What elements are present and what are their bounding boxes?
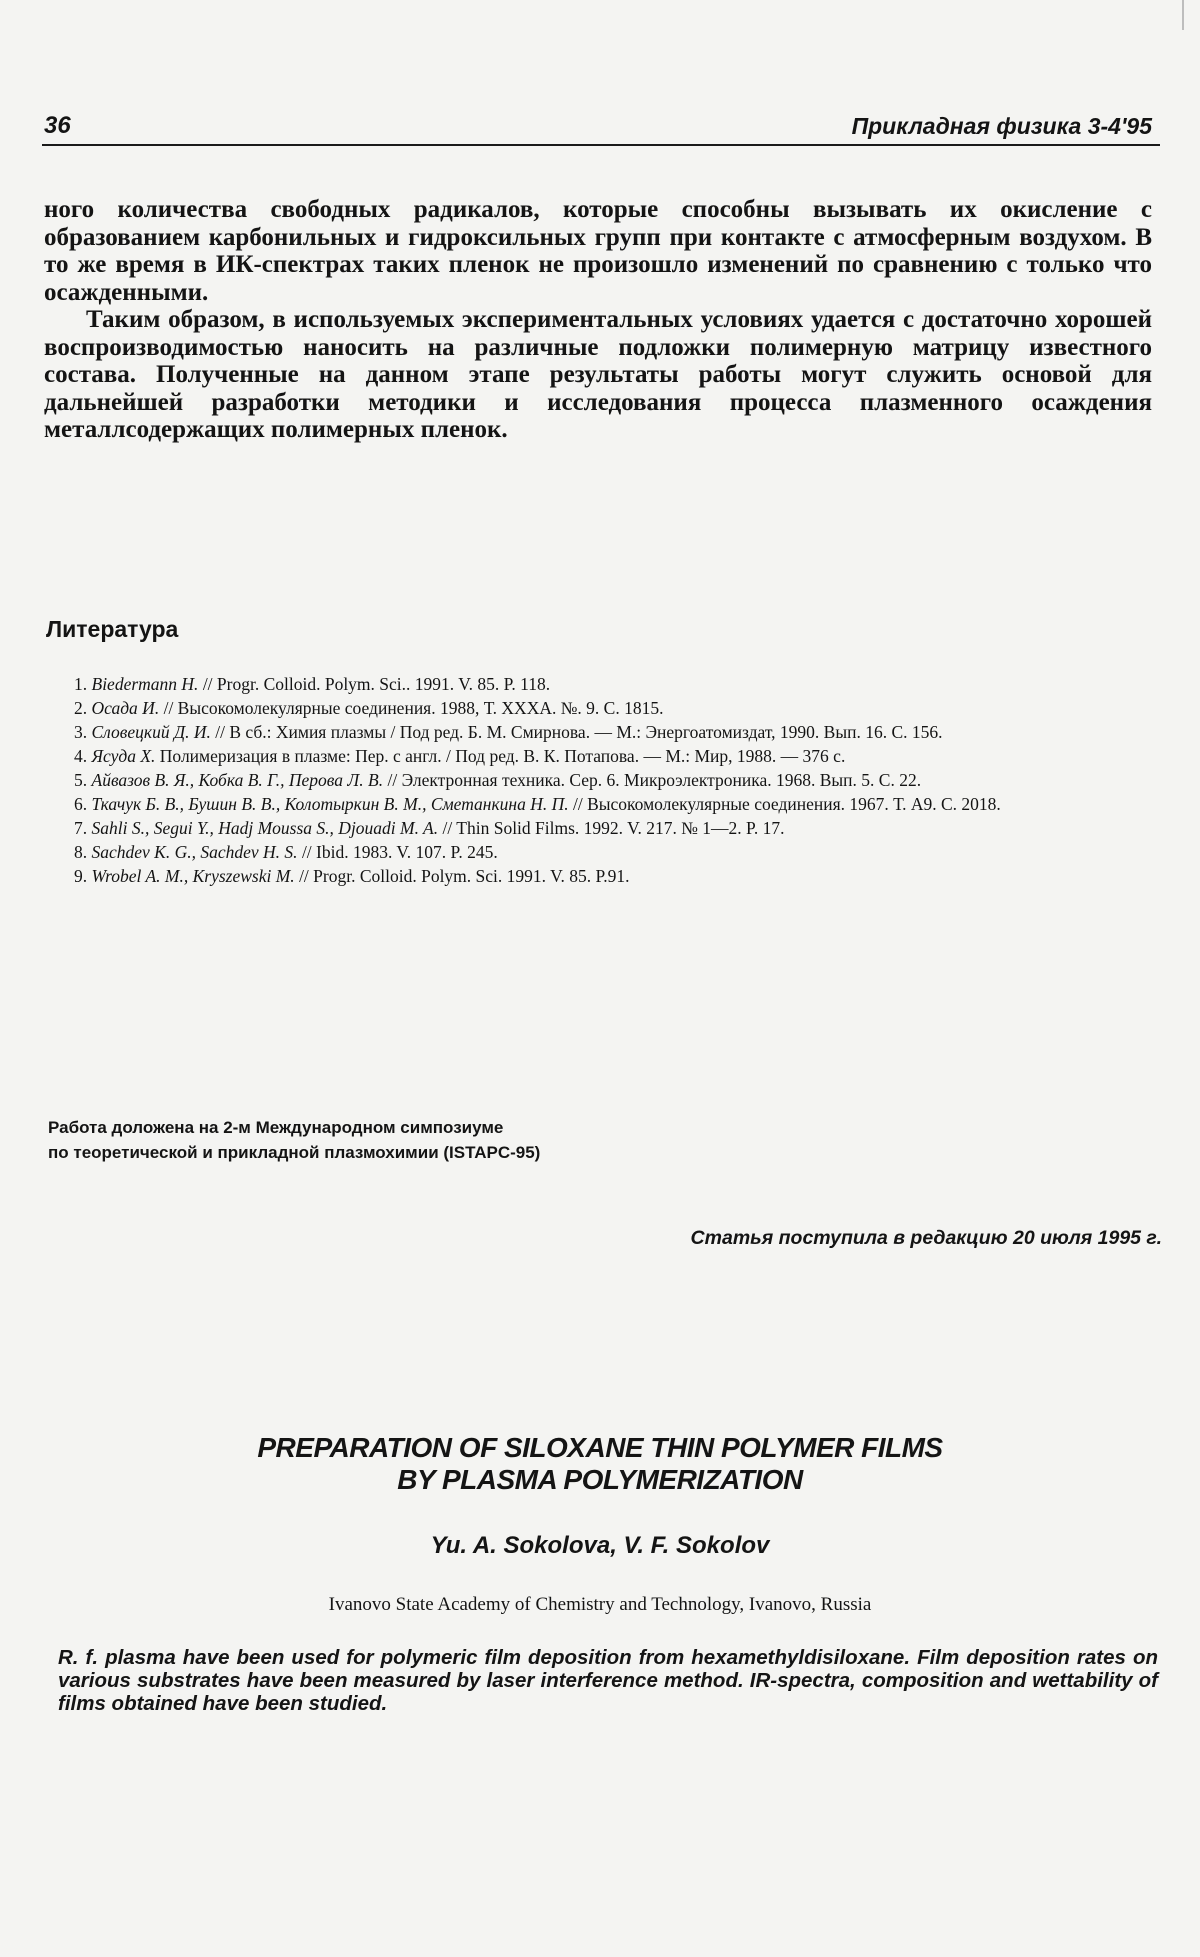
page-number: 36 xyxy=(44,112,71,139)
reference-number: 8. xyxy=(74,842,88,862)
reference-list xyxy=(46,672,1154,888)
reference-item xyxy=(46,864,1154,888)
received-date: Статья поступила в редакцию 20 июля 1995 г. xyxy=(690,1227,1162,1249)
body-text xyxy=(44,196,1152,444)
reference-source: // Thin Solid Films. 1992. V. 217. № 1—2. P. 17. xyxy=(438,818,785,838)
reference-source: // Progr. Colloid. Polym. Sci. 1991. V. 85. P.91. xyxy=(294,866,630,886)
reference-number: 4. xyxy=(74,746,88,766)
english-abstract: R. f. plasma have been used for polymeric film deposition from hexamethyldisiloxane. Film deposition rates on various substrates have been measured by laser interference method. IR-spectra, composition and wettability of films obtained have been studied. xyxy=(58,1646,1158,1715)
english-title xyxy=(140,1432,1060,1496)
reference-authors: Словецкий Д. И. xyxy=(91,722,211,742)
reference-source: // Высокомолекулярные соединения. 1967. Т. А9. С. 2018. xyxy=(568,794,1001,814)
reference-item xyxy=(46,768,1154,792)
literature-heading: Литература xyxy=(46,616,179,642)
reference-source: // В сб.: Химия плазмы / Под ред. Б. М. Смирнова. — М.: Энергоатомиздат, 1990. Вып. 16. С. 156. xyxy=(210,722,943,742)
reference-authors: Осада И. xyxy=(91,698,160,718)
reference-number: 2. xyxy=(74,698,88,718)
reference-item xyxy=(46,816,1154,840)
page-header xyxy=(42,108,1160,146)
reference-source: // Progr. Colloid. Polym. Sci.. 1991. V. 85. P. 118. xyxy=(198,674,551,694)
reference-number: 1. xyxy=(74,674,88,694)
reference-item xyxy=(46,744,1154,768)
reference-number: 5. xyxy=(74,770,88,790)
reference-item xyxy=(46,840,1154,864)
reference-source: Полимеризация в плазме: Пер. с англ. / Под ред. В. К. Потапова. — М.: Мир, 1988. — 376 с. xyxy=(155,746,846,766)
conference-note-line: Работа доложена на 2-м Международном симпозиуме xyxy=(48,1118,504,1137)
reference-authors: Wrobel A. M., Kryszewski M. xyxy=(91,866,295,886)
english-affiliation: Ivanovo State Academy of Chemistry and Technology, Ivanovo, Russia xyxy=(328,1594,872,1615)
reference-source: // Электронная техника. Сер. 6. Микроэлектроника. 1968. Вып. 5. С. 22. xyxy=(383,770,922,790)
reference-authors: Ткачук Б. В., Бушин В. В., Колотыркин В. М., Сметанкина Н. П. xyxy=(91,794,569,814)
conference-note xyxy=(48,1115,948,1165)
reference-authors: Sachdev K. G., Sachdev H. S. xyxy=(91,842,298,862)
english-title-line: BY PLASMA POLYMERIZATION xyxy=(397,1464,803,1495)
reference-item xyxy=(46,672,1154,696)
conference-note-line: по теоретической и прикладной плазмохимии (ISTAPC-95) xyxy=(48,1143,541,1162)
reference-authors: Sahli S., Segui Y., Hadj Moussa S., Djouadi M. A. xyxy=(91,818,439,838)
reference-item xyxy=(46,696,1154,720)
reference-authors: Ясуда Х. xyxy=(91,746,156,766)
reference-source: // Высокомолекулярные соединения. 1988, Т. XXXA. №. 9. С. 1815. xyxy=(159,698,664,718)
reference-item xyxy=(46,720,1154,744)
reference-source: // Ibid. 1983. V. 107. P. 245. xyxy=(297,842,498,862)
reference-number: 3. xyxy=(74,722,88,742)
english-authors: Yu. A. Sokolova, V. F. Sokolov xyxy=(430,1532,770,1559)
reference-item xyxy=(46,792,1154,816)
reference-number: 7. xyxy=(74,818,88,838)
scan-edge-mark xyxy=(1182,0,1184,30)
reference-number: 9. xyxy=(74,866,88,886)
english-title-line: PREPARATION OF SILOXANE THIN POLYMER FILMS xyxy=(257,1432,943,1463)
reference-authors: Айвазов В. Я., Кобка В. Г., Перова Л. В. xyxy=(91,770,384,790)
paragraph: Таким образом, в используемых экспериментальных условиях удается с достаточно хорошей воспроизводимостью наносить на различные подложки полимерную матрицу известного состава. Полученные на данном этапе результаты работы могут служить основой для дальнейшей разработки методики и исследования процесса плазменного осаждения металлсодержащих полимерных пленок. xyxy=(44,306,1152,443)
reference-authors: Biedermann H. xyxy=(91,674,199,694)
reference-number: 6. xyxy=(74,794,88,814)
journal-title: Прикладная физика 3-4'95 xyxy=(851,113,1152,139)
paragraph: ного количества свободных радикалов, которые способны вызывать их окисление с образованием карбонильных и гидроксильных групп при контакте с атмосферным воздухом. В то же время в ИК-спектрах таких пленок не произошло изменений по сравнению с только что осажденными. xyxy=(44,196,1152,306)
